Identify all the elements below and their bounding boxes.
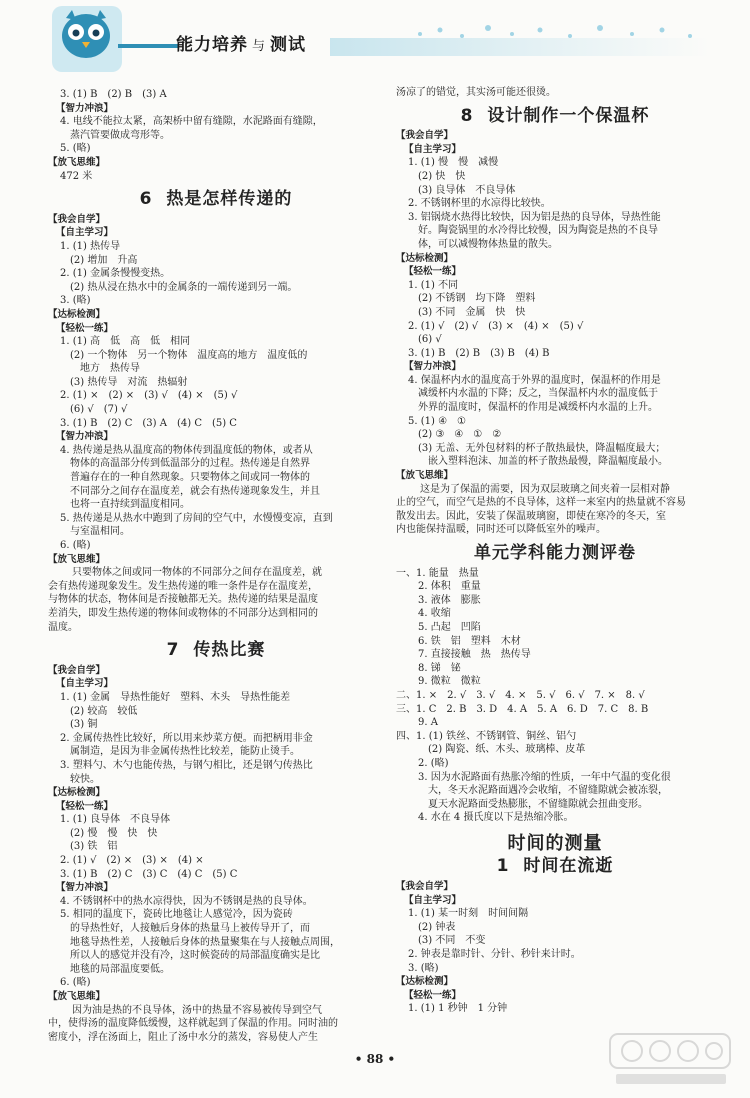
section-number: 8	[460, 105, 474, 126]
section-tag: 【放飞思维】	[48, 553, 106, 565]
text-line: 2. 体积 重量	[418, 581, 481, 593]
text-line: 一、1. 能量 热量	[396, 567, 479, 579]
page-header	[0, 0, 750, 80]
text-line: 5. 凸起 凹陷	[418, 621, 481, 633]
text-line: 1. (1) 某一时刻 时间间隔	[408, 908, 529, 920]
text-line: 3. (略)	[60, 295, 91, 307]
section-tag: 【智力冲浪】	[404, 361, 462, 373]
section-tag: 【我会自学】	[48, 664, 106, 676]
text-line: 4. 水在 4 摄氏度以下是热缩冷胀。	[418, 812, 574, 824]
text-line: 5. 相同的温度下，瓷砖比地毯让人感觉冷，因为瓷砖	[60, 909, 293, 921]
text-line: 大，冬天水泥路面遇冷会收缩，不留缝隙就会被冻裂，	[428, 785, 668, 797]
text-line: (2) 钟表	[418, 921, 456, 933]
text-line: 2. 金属传热性比较好，所以用来炒菜方便。而把柄用非金	[60, 732, 313, 744]
owl-mascot-icon	[62, 10, 110, 58]
text-line: (2) 陶瓷、纸、木头、玻璃棒、皮革	[428, 744, 586, 756]
section-heading-1	[396, 856, 714, 877]
section-tag: 【达标检测】	[48, 308, 106, 320]
text-line: 3. (1) B (2) C (3) A (4) C (5) C	[60, 417, 237, 429]
text-line: 夏天水泥路面受热膨胀，不留缝隙就会扭曲变形。	[428, 798, 648, 810]
section-tag: 【放飞思维】	[48, 156, 106, 168]
text-line: 与室温相同。	[70, 526, 130, 538]
text-line: 物体的高温部分传到低温部分的过程。热传递是自然界	[70, 458, 310, 470]
text-line: (3) 无盖、无外包材料的杯子散热最快，降温幅度最大；	[418, 442, 666, 454]
section-8-body	[396, 129, 714, 537]
text-line: 5. 热传递是从热水中跑到了房间的空气中，水慢慢变凉，直到	[60, 512, 333, 524]
text-line: 的导热性好，人接触后身体的热量马上被传导开了，而	[70, 923, 310, 935]
header-stripe	[118, 44, 178, 48]
text-line: (3) 热传导 对流 热辐射	[70, 376, 188, 388]
text-line: 普遍存在的一种自然现象。只要物体之间或同一物体的	[70, 472, 310, 484]
brand-main: 能力培养	[176, 35, 248, 55]
text-line: 2. (1) √ (2) √ (3) × (4) × (5) √	[408, 320, 584, 332]
text-line: (2) 一个物体 另一个物体 温度高的地方 温度低的	[70, 349, 308, 361]
text-line: 3. (略)	[408, 962, 439, 974]
dots-decoration-icon	[418, 25, 692, 38]
text-line: 嵌入塑料泡沫、加盖的杯子散热最慢，降温幅度最小。	[428, 456, 668, 468]
text-line: 2. 钟表是靠时针、分针、秒针来计时。	[408, 949, 581, 961]
text-line: 8. 锑 铋	[418, 662, 461, 674]
section-title: 热是怎样传递的	[166, 189, 293, 210]
text-line: 2. (略)	[418, 757, 449, 769]
section-heading-8	[396, 105, 714, 126]
brand-join: 与	[252, 39, 267, 54]
text-line: (2) 增加 升高	[70, 254, 138, 266]
section-number: 7	[166, 640, 180, 661]
text-line: 也将一直持续到温度相同。	[70, 499, 190, 511]
text-line: (3) 铁 铝	[70, 841, 118, 853]
text-line: 3. (1) B (2) B (3) B (4) B	[408, 347, 550, 359]
text-line: 2. (1) 金属条慢慢变热。	[60, 268, 171, 280]
section-number: 6	[139, 189, 153, 210]
text-line: 好。陶瓷锅里的水冷得比较慢，因为陶瓷是热的不良导	[418, 225, 658, 237]
text-line: 差消失，即发生热传递的物体间或物体的不同部分达到相同的	[48, 607, 318, 619]
text-line: 3. (1) B (2) B (3) A	[60, 89, 167, 100]
section-heading-6	[48, 189, 384, 210]
section-tag: 【轻松一练】	[404, 266, 462, 278]
text-line: (2) ③ ④ ① ②	[418, 429, 502, 441]
text-line: 1. (1) 1 秒钟 1 分钟	[408, 1003, 508, 1015]
section-tag: 【达标检测】	[396, 976, 454, 988]
text-line: 6. (略)	[60, 540, 91, 551]
text-line: 5. (1) ④ ①	[408, 415, 466, 427]
text-line: 4. 电线不能拉太紧，高架桥中留有缝隙，水泥路面有缝隙，	[60, 116, 323, 128]
header-banner	[0, 0, 750, 80]
text-line: 三、1. C 2. B 3. D 4. A 5. A 6. D 7. C 8. B	[396, 703, 649, 715]
text-line: (3) 良导体 不良导体	[418, 184, 516, 196]
text-line: 6. (略)	[60, 977, 91, 989]
watermark-logo-icon	[608, 1030, 738, 1090]
section-tag: 【我会自学】	[396, 881, 454, 893]
section-tag: 【我会自学】	[396, 130, 454, 142]
text-line: 蒸汽管要做成弯形等。	[70, 129, 170, 141]
text-line: 温度。	[48, 621, 78, 633]
text-line: 1. (1) 良导体 不良导体	[60, 814, 171, 826]
text-line: 这是为了保温的需要，因为双层玻璃之间夹着一层相对静	[420, 483, 670, 495]
text-line: (3) 不同 不变	[418, 935, 486, 947]
text-line: 2. (1) × (2) × (3) √ (4) × (5) √	[60, 390, 238, 402]
section-tag: 【智力冲浪】	[56, 431, 114, 443]
text-line: 只要物体之间或同一物体的不同部分之间存在温度差，就	[72, 567, 322, 579]
unit-test-heading: 单元学科能力测评卷	[474, 543, 636, 563]
text-line: 3. 塑料勺、木勺也能传热，与钢勺相比，还是钢勺传热比	[60, 759, 313, 771]
text-line: 9. 微粒 微粒	[418, 676, 481, 688]
text-line: 1. (1) 热传导	[60, 240, 121, 252]
text-line: (3) 铜	[70, 719, 98, 731]
text-line: 1. (1) 不同	[408, 279, 459, 291]
unit-test-body	[396, 567, 714, 825]
section-tag: 【轻松一练】	[56, 322, 114, 334]
header-fade	[330, 38, 710, 56]
text-line: 二、1. × 2. √ 3. √ 4. × 5. √ 6. √ 7. × 8. √	[396, 689, 645, 701]
brand-tail: 测试	[270, 35, 307, 55]
section-tag: 【智力冲浪】	[56, 882, 114, 894]
text-line: (2) 慢 慢 快 快	[70, 827, 158, 839]
text-line: 7. 直接接触 热 热传导	[418, 649, 531, 661]
text-line: 内也能保持温暖，同时还可以降低室外的噪声。	[396, 524, 606, 536]
left-column	[48, 88, 384, 1044]
text-line: 所以人的感觉并没有冷，这时候瓷砖的局部温度确实是比	[70, 950, 320, 962]
text-line: 地方 热传导	[80, 363, 140, 375]
text-line: 6. 铁 铝 塑料 木材	[418, 635, 521, 647]
section-tag: 【放飞思维】	[396, 470, 454, 482]
text-line: 2. 不锈钢杯里的水凉得比较快。	[408, 198, 551, 210]
text-line: (2) 不锈钢 均下降 塑料	[418, 293, 536, 305]
text-line: 属制造，是因为非金属传热性比较差，能防止烫手。	[70, 746, 300, 758]
section-title: 时间在流逝	[523, 856, 614, 877]
section-1-body	[396, 880, 714, 1016]
section-title: 设计制作一个保温杯	[487, 105, 650, 126]
text-line: 1. (1) 金属 导热性能好 塑料、木头 导热性能差	[60, 691, 291, 703]
section-number: 1	[496, 856, 510, 877]
text-line: 会有热传递现象发生。发生热传递的唯一条件是存在温度差，	[48, 580, 318, 592]
section-7-body	[48, 664, 384, 1045]
section-tag: 【达标检测】	[396, 252, 454, 264]
text-line: 汤凉了的错觉，其实汤可能还很烫。	[396, 87, 556, 98]
text-line: 4. 收缩	[418, 608, 451, 620]
text-line: 4. 不锈钢杯中的热水凉得快，因为不锈钢是热的良导体。	[60, 895, 313, 907]
section-6-body	[48, 213, 384, 634]
text-line: (6) √	[418, 334, 442, 346]
text-line: 因为油是热的不良导体，汤中的热量不容易被传导到空气	[72, 1004, 322, 1016]
text-line: 3. 铝锅烧水热得比较快，因为铝是热的良导体，导热性能	[408, 211, 661, 223]
text-line: 3. (1) B (2) C (3) C (4) C (5) C	[60, 868, 238, 880]
text-line: 4. 热传递是热从温度高的物体传到温度低的物体，或者从	[60, 444, 313, 456]
text-line: 较快。	[70, 773, 100, 785]
section-tag: 【自主学习】	[56, 678, 114, 690]
text-line: 4. 保温杯内水的温度高于外界的温度时，保温杯的作用是	[408, 374, 661, 386]
section-heading-7	[48, 640, 384, 661]
section-tag: 【轻松一练】	[404, 989, 462, 1001]
text-line: 不同部分之间存在温度差，就会有热传递现象发生，并且	[70, 485, 320, 497]
text-line: 地毯导热性差，人接触后身体的热量聚集在与人接触点周围，	[70, 936, 340, 948]
section-tag: 【自主学习】	[56, 227, 114, 239]
right-column	[396, 86, 714, 1016]
text-line: 5. (略)	[60, 143, 91, 155]
text-line: 2. (1) √ (2) × (3) × (4) ×	[60, 855, 204, 867]
section-tag: 【自主学习】	[404, 143, 462, 155]
text-line: 9. A	[418, 717, 438, 729]
text-line: 与物体的状态，物体间是否接触都无关。热传递的结果是温度	[48, 594, 318, 606]
section-tag: 【达标检测】	[48, 787, 106, 799]
text-line: (2) 较高 较低	[70, 705, 138, 717]
text-line: (2) 热从浸在热水中的金属条的一端传递到另一端。	[70, 281, 298, 293]
text-line: 四、1. (1) 铁丝、不锈钢管、铜丝、铝勺	[396, 730, 577, 742]
text-line: 止的空气，而空气是热的不良导体，这样一来室内的热量就不容易	[396, 497, 686, 509]
section-tag: 【轻松一练】	[56, 800, 114, 812]
text-line: 密度小，浮在汤面上，阻止了汤中水分的蒸发，容易使人产生	[48, 1031, 318, 1043]
chapter-heading: 时间的测量	[507, 832, 603, 854]
text-line: 3. 液体 膨胀	[418, 594, 481, 606]
text-line: 外界的温度时，保温杯的作用是减缓杯内水温的上升。	[418, 402, 658, 414]
page-number: • 88 •	[354, 1052, 396, 1066]
section-tag: 【放飞思维】	[48, 991, 106, 1002]
header-brand	[176, 30, 306, 55]
text-line: 地毯的局部温度要低。	[70, 963, 170, 975]
section-tag: 【我会自学】	[48, 213, 106, 225]
text-line: 散发出去。因此，安装了保温玻璃窗，即使在寒冷的冬天，室	[396, 510, 666, 522]
text-line: (2) 快 快	[418, 170, 466, 182]
section-title: 传热比赛	[193, 640, 266, 661]
text-line: 体，可以减慢物体热量的散失。	[418, 238, 558, 250]
text-line: 中，使得汤的温度降低缓慢，这样就起到了保温的作用。同时油的	[48, 1018, 338, 1030]
left-intro	[48, 88, 384, 183]
text-line: 减缓杯内水温的下降；反之，当保温杯内水的温度低于	[418, 388, 658, 400]
text-line: (3) 不同 金属 快 快	[418, 306, 526, 318]
section-tag: 【智力冲浪】	[56, 102, 114, 114]
text-line: 3. 因为水泥路面有热胀冷缩的性质，一年中气温的变化很	[418, 771, 671, 783]
section-tag: 【自主学习】	[404, 894, 462, 906]
text-line: 1. (1) 高 低 高 低 相同	[60, 336, 191, 348]
text-line: (6) √ (7) √	[70, 404, 128, 416]
text-line: 472 米	[60, 170, 93, 182]
text-line: 1. (1) 慢 慢 减慢	[408, 157, 499, 169]
